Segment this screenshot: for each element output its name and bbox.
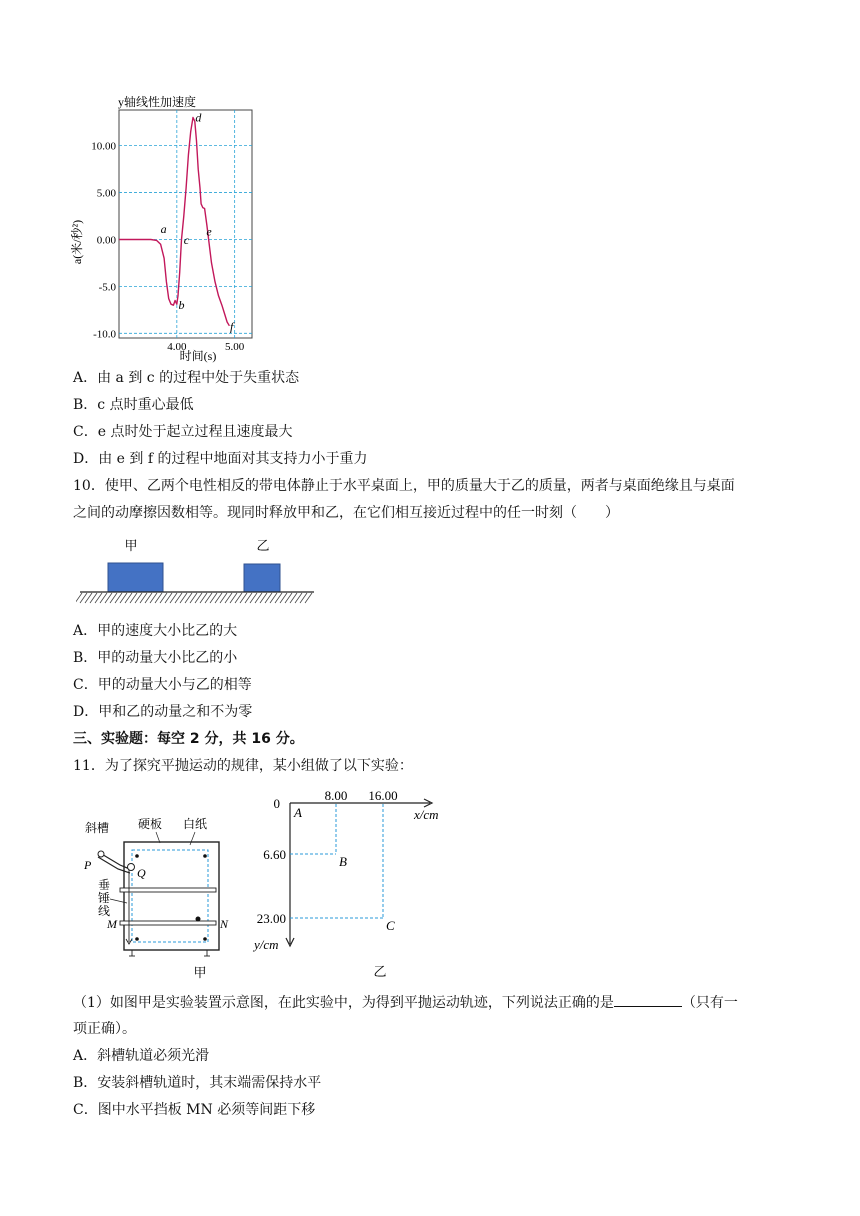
label-paper: 白纸 (183, 817, 208, 831)
q10-stem-line2: 之间的动摩擦因数相等。现同时释放甲和乙，在它们相互接近过程中的任一时刻（ ） (73, 505, 619, 521)
chart-series-line (119, 118, 229, 326)
table-hatching (76, 593, 312, 603)
q10-stem-line1: 10．使甲、乙两个电性相反的带电体静止于水平桌面上，甲的质量大于乙的质量，两者与桌面绝缘且与桌面 (73, 478, 735, 494)
origin-label: 0 (273, 796, 280, 811)
hard-board (124, 842, 219, 950)
label-Q: Q (137, 866, 146, 880)
chart-title: y轴线性加速度 (118, 95, 197, 109)
q10-option-c: C．甲的动量大小与乙的相等 (73, 677, 252, 693)
q11-sub1-text-end: （只有一 (681, 995, 738, 1011)
chart-y-tick: 5.00 (96, 187, 116, 200)
x-tick-16: 16.00 (368, 788, 398, 803)
y-axis-label: y/cm (254, 937, 279, 952)
chart-y-axis-label: a(米/秒²) (70, 219, 84, 265)
chart-annotation-f: f (230, 319, 234, 334)
label-plumb-2: 锤 (98, 891, 111, 905)
q11-sub1-text: （1）如图甲是实验装置示意图，在此实验中，为得到平抛运动轨迹，下列说法正确的是 (73, 995, 614, 1011)
white-paper (132, 850, 208, 942)
label-chute: 斜槽 (85, 821, 110, 835)
chart-x-axis-label: 时间(s) (179, 349, 217, 363)
label-M: M (107, 917, 117, 931)
q11-option-b: B．安装斜槽轨道时，其末端需保持水平 (73, 1075, 322, 1091)
trajectory-figure (250, 782, 460, 982)
q9-option-b: B．c 点时重心最低 (73, 397, 194, 413)
caption-jia: 甲 (193, 965, 207, 980)
q9-option-a: A．由 a 到 c 的过程中处于失重状态 (73, 370, 300, 386)
q10-option-b: B．甲的动量大小比乙的小 (73, 650, 238, 666)
chart-y-tick: -5.0 (98, 281, 116, 294)
label-N: N (220, 917, 229, 931)
q10-option-d: D．甲和乙的动量之和不为零 (73, 704, 253, 720)
label-P: P (84, 858, 92, 872)
q9-option-d: D．由 e 到 f 的过程中地面对其支持力小于重力 (73, 451, 368, 467)
q11-option-c: C．图中水平挡板 MN 必须等间距下移 (73, 1102, 316, 1118)
apparatus-figure (80, 815, 240, 980)
chart-annotation-b: b (178, 297, 185, 312)
x-tick-8: 8.00 (324, 788, 348, 803)
chart-plot-area (91, 110, 252, 353)
point-A: A (294, 805, 302, 820)
q11-sub1-line2: 项正确）。 (73, 1021, 136, 1037)
label-plumb-1: 垂 (98, 878, 111, 892)
q11-option-a: A．斜槽轨道必须光滑 (73, 1048, 210, 1064)
chart-annotation-d: d (195, 110, 202, 125)
q11-sub1-line1 (73, 992, 738, 1013)
chart-annotation-a: a (160, 221, 167, 236)
section-heading: 三、实验题：每空 2 分，共 16 分。 (73, 731, 304, 747)
chart-y-tick: 10.00 (91, 140, 116, 153)
label-plumb-3: 线 (98, 904, 111, 918)
label-board: 硬板 (138, 817, 163, 831)
label-yi: 乙 (256, 538, 270, 553)
x-axis-label: x/cm (414, 807, 439, 822)
q11-stem: 11．为了探究平抛运动的规律，某小组做了以下实验： (73, 758, 413, 774)
point-B: B (339, 854, 347, 869)
q9-option-c: C．e 点时处于起立过程且速度最大 (73, 424, 293, 440)
chart-y-tick: 0.00 (96, 234, 116, 247)
chart-annotation-e: e (206, 224, 212, 239)
chart-x-tick: 5.00 (225, 341, 245, 353)
chart-annotation-c: c (183, 233, 190, 248)
q10-figure (76, 533, 321, 611)
label-jia: 甲 (124, 538, 138, 553)
chart-x-tick: 4.00 (167, 341, 187, 353)
block-yi (244, 564, 280, 592)
block-jia (108, 563, 163, 592)
y-tick-23: 23.00 (256, 911, 286, 926)
y-tick-6.60: 6.60 (263, 847, 286, 862)
chart-frame (119, 110, 252, 338)
caption-yi: 乙 (373, 964, 387, 979)
point-C: C (386, 918, 395, 933)
chart-y-tick: -10.0 (93, 328, 116, 341)
acceleration-chart (70, 90, 270, 365)
answer-blank[interactable] (614, 992, 682, 1007)
q10-option-a: A．甲的速度大小比乙的大 (73, 623, 238, 639)
baffle-MN (120, 921, 216, 925)
